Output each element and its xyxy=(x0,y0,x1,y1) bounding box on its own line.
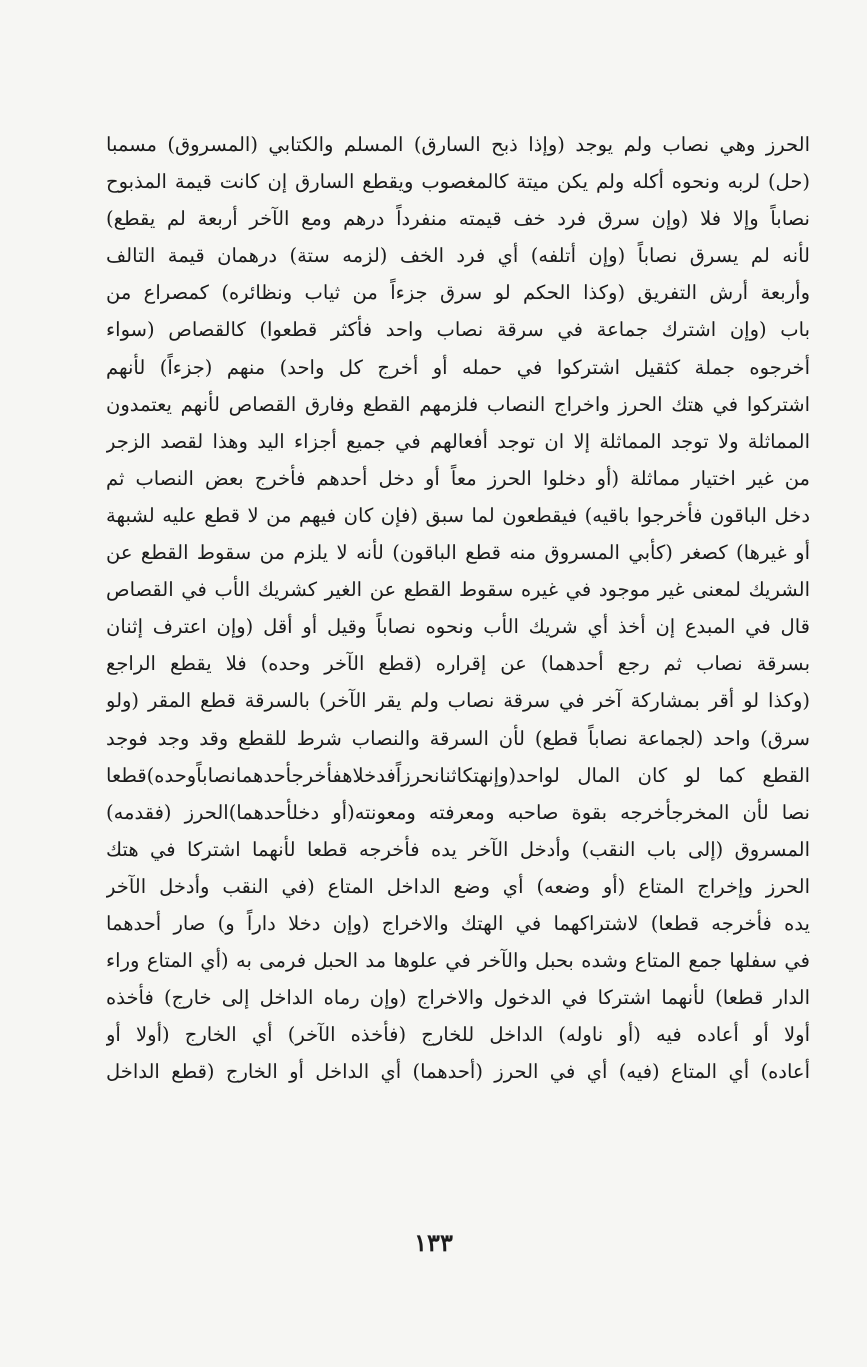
text-line: سرق) واحد (لجماعة نصاباً قطع) لأن السرقة والنصاب شرط للقطع وقد وجد فوجد xyxy=(106,726,810,750)
body-text xyxy=(106,126,810,1090)
text-line: الحرز وهي نصاب ولم يوجد (وإذا ذبح السارق) المسلم والكتابي (المسروق) مسمبا xyxy=(106,133,810,156)
text-line: لأنه لم يسرق نصاباً (وإن أتلفه) أي فرد الخف (لزمه ستة) درهمان قيمة التالف xyxy=(106,244,810,268)
text-line: المماثلة ولا توجد المماثلة إلا ان توجد أفعالهم في جميع أجزاء اليد وهذا لقصد الزجر xyxy=(106,429,810,453)
text-line: نصاباً وإلا فلا (وإن سرق فرد خف قيمته منفرداً درهم ومع الآخر أربعة لم يقطع) xyxy=(106,207,810,231)
text-line: أولا أو أعاده فيه (أو ناوله) الداخل للخارج (فأخذه الآخر) أي الخارج (أولا أو xyxy=(106,1023,810,1047)
text-line: الشريك لمعنى غير موجود في غيره سقوط القطع عن الغير كشريك الأب في القصاص xyxy=(106,578,810,602)
text-line: نصا لأن المخرجأخرجه بقوة صاحبه ومعرفته ومعونته(أو دخلأحدهما)الحرز (فقدمه) xyxy=(106,800,810,824)
text-line: أو غيرها) كصغر (كأبي المسروق منه قطع الباقون) لأنه لا يلزم من سقوط القطع عن xyxy=(106,541,810,565)
text-line: دخل الباقون فأخرجوا باقيه) فيقطعون لما سبق (فإن كان فيهم من لا قطع عليه لشبهة xyxy=(106,503,810,527)
text-line: أخرجوه جملة كثقيل اشتركوا في حمله أو أخرج كل واحد) منهم (جزءاً) لأنهم xyxy=(106,355,810,379)
text-line: قال في المبدع إن أخذ أي شريك الأب ونحوه نصاباً وقيل أو أقل (وإن اعترف إثنان xyxy=(106,615,810,639)
text-line: يده فأخرجه قطعا) لاشتراكهما في الهتك والاخراج (وإن دخلا داراً و) صار أحدهما xyxy=(106,911,810,935)
text-line: بسرقة نصاب ثم رجع أحدهما) عن إقراره (قطع الآخر وحده) فلا يقطع الراجع xyxy=(106,652,810,676)
text-line: الدار قطعا) لأنهما اشتركا في الدخول والاخراج (وإن رماه الداخل إلى خارج) فأخذه xyxy=(106,986,810,1010)
text-line: باب (وإن اشترك جماعة في سرقة نصاب واحد فأكثر قطعوا) كالقصاص (سواء xyxy=(106,318,810,342)
text-line: في سفلها جمع المتاع وشده بحبل والآخر في علوها مد الحبل فرمى به (أي المتاع وراء xyxy=(106,949,810,973)
text-line: من غير اختيار مماثلة (أو دخلوا الحرز معاً أو دخل أحدهم فأخرج بعض النصاب ثم xyxy=(106,466,810,490)
text-line: المسروق (إلى باب النقب) وأدخل الآخر يده فأخرجه قطعا لأنهما اشتركا في هتك xyxy=(106,837,810,861)
text-line: وأربعة أرش التفريق (وكذا الحكم لو سرق جزءاً من ثياب ونظائره) كمصراع من xyxy=(106,281,810,305)
text-line: (حل) لربه ونحوه أكله ولم يكن ميتة كالمغصوب ويقطع السارق إن كانت قيمة المذبوح xyxy=(106,170,810,194)
text-line: القطع كما لو كان المال لواحد(وإنهتكاثنانحرزاًفدخلاهفأخرجأحدهمانصاباًوحده)قطعا xyxy=(106,763,810,787)
text-line: الحرز وإخراج المتاع (أو وضعه) أي وضع الداخل المتاع (في النقب وأدخل الآخر xyxy=(106,874,810,898)
page-number: ١٣٣ xyxy=(414,1228,453,1257)
text-line: (وكذا لو أقر بمشاركة آخر في سرقة نصاب ولم يقر الآخر) بالسرقة قطع المقر (ولو xyxy=(106,689,810,713)
text-line: اشتركوا في هتك الحرز واخراج النصاب فلزمهم القطع وفارق القصاص لأنهم يعتمدون xyxy=(106,392,810,416)
text-line: أعاده) أي المتاع (فيه) أي في الحرز (أحدهما) أي الداخل أو الخارج (قطع الداخل xyxy=(106,1060,810,1084)
